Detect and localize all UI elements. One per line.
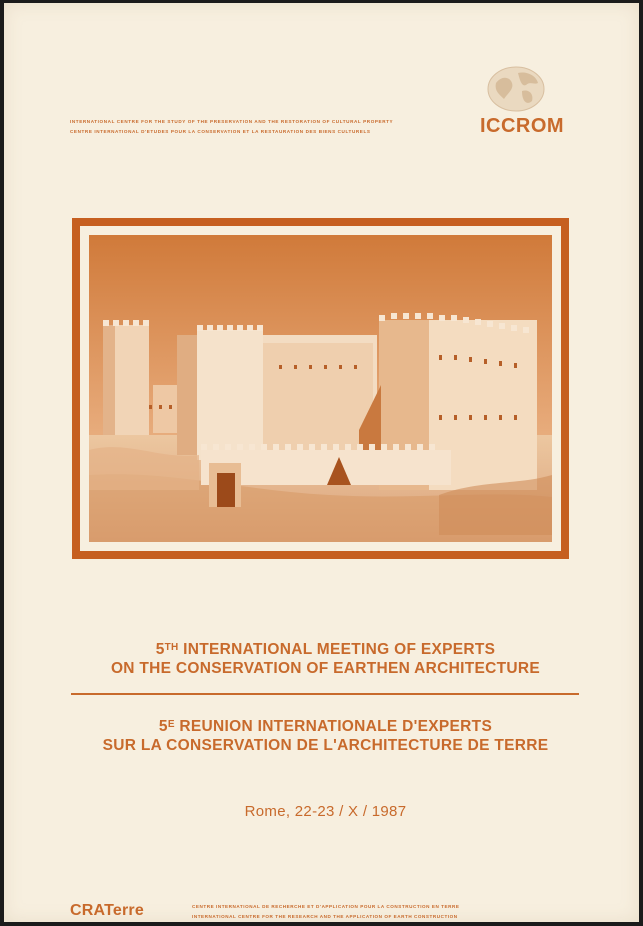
title-french: [44, 715, 607, 755]
book-cover: [4, 3, 639, 922]
title-fr-line2: SUR LA CONSERVATION DE L'ARCHITECTURE DE TERRE: [102, 737, 549, 754]
org-line-fr: CENTRE INTERNATIONAL D'ETUDES POUR LA CONSERVATION ET LA RESTAURATION DES BIENS CULTURELS: [70, 129, 371, 134]
title-english: [44, 638, 607, 678]
divider-rule: [71, 693, 579, 695]
title-en-line1: 5TH INTERNATIONAL MEETING OF EXPERTS: [155, 641, 496, 658]
footer-line-fr: CENTRE INTERNATIONAL DE RECHERCHE ET D'APPLICATION POUR LA CONSTRUCTION EN TERRE: [192, 904, 460, 909]
title-fr-line1: $5^E$ REUNION INTERNATIONALE D'EXPERTS: [158, 718, 493, 735]
photo-frame: [72, 218, 569, 559]
iccrom-logo: ICCROM: [479, 115, 565, 137]
org-line-en: INTERNATIONAL CENTRE FOR THE STUDY OF THE PRESERVATION AND THE RESTORATION OF CULTURAL PROPERTY: [70, 119, 394, 124]
globe-icon: [486, 65, 546, 113]
fort-photo: [89, 235, 552, 542]
footer-line-en: INTERNATIONAL CENTRE FOR THE RESEARCH AND THE APPLICATION OF EARTH CONSTRUCTION: [192, 914, 458, 919]
place-date: Rome, 22-23 / X / 1987: [244, 803, 407, 820]
craterre-logo: CRATerre: [70, 902, 144, 919]
title-en-line2: ON THE CONSERVATION OF EARTHEN ARCHITECTURE: [110, 660, 541, 677]
iccrom-org-lines: [70, 117, 462, 137]
craterre-org-lines: [192, 902, 578, 922]
